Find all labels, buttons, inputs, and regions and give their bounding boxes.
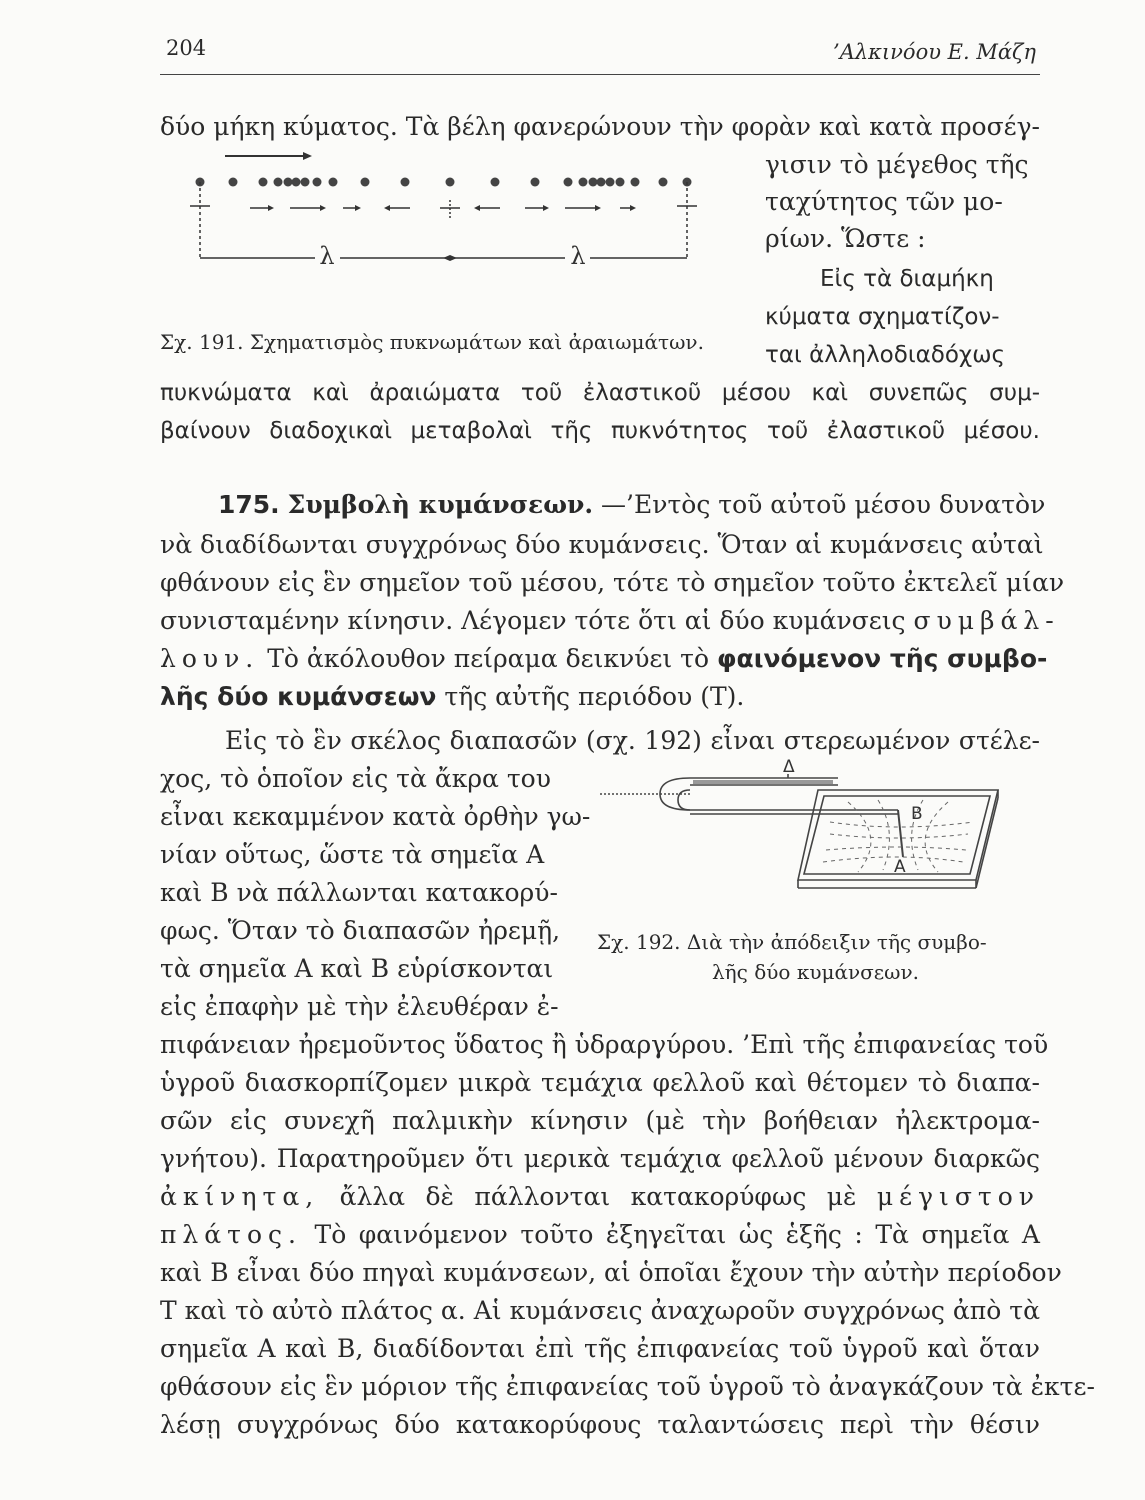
text-line: καὶ Β εἶναι δύο πηγαὶ κυμάνσεων, αἱ ὁποῖαι ἔχουν τὴν αὐτὴν περίοδον — [160, 1258, 1062, 1287]
text-line: ὑγροῦ διασκορπίζομεν μικρὰ τεμάχια φελλοῦ καὶ θέτομεν τὸ διαπα- — [160, 1068, 1040, 1097]
text-line: σημεῖα Α καὶ Β, διαδίδονται ἐπὶ τῆς ἐπιφανείας τοῦ ὑγροῦ καὶ ὅταν — [160, 1334, 1040, 1363]
text-line: λουν. Τὸ ἀκόλουθον πείραμα δεικνύει τὸ φαινόμενον τῆς συμβο- — [160, 644, 1048, 673]
text-line: δύο μήκη κύματος. Τὰ βέλη φανερώνουν τὴν φορὰν καὶ κατὰ προσέγ- — [160, 112, 1040, 141]
page-header — [160, 34, 1040, 75]
text-line: ἀκίνητα, ἄλλα δὲ πάλλονται κατακορύφως μὲ μέγιστον — [160, 1182, 1040, 1211]
text-line: τὰ σημεῖα Α καὶ Β εὑρίσκονται — [160, 954, 554, 983]
fig192-diagram — [598, 752, 1038, 912]
text-line: γισιν τὸ μέγεθος τῆς — [765, 150, 1029, 179]
text-line: σῶν εἰς συνεχῆ παλμικὴν κίνησιν (μὲ τὴν βοήθειαν ἠλεκτρομα- — [160, 1106, 1040, 1135]
page-number: 204 — [166, 36, 207, 60]
text-line: Τ καὶ τὸ αὐτὸ πλάτος α. Αἱ κυμάνσεις ἀναχωροῦν συγχρόνως ἀπὸ τὰ — [160, 1296, 1040, 1325]
text-line: γνήτου). Παρατηροῦμεν ὅτι μερικὰ τεμάχια φελλοῦ μένουν διαρκῶς — [160, 1144, 1040, 1173]
fig192-caption-line-2: λῆς δύο κυμάνσεων. — [712, 960, 919, 984]
text-line: πλάτος. Τὸ φαινόμενον τοῦτο ἐξηγεῖται ὡς ἑξῆς : Τὰ σημεῖα Α — [160, 1220, 1040, 1249]
text-line: λῆς δύο κυμάνσεων τῆς αὐτῆς περιόδου (Τ). — [160, 682, 745, 711]
text-line: συνισταμένην κίνησιν. Λέγομεν τότε ὅτι αἱ δύο κυμάνσεις συμβάλ- — [160, 606, 1060, 635]
text-line: πιφάνειαν ἠρεμοῦντος ὕδατος ἢ ὑδραργύρου. ’Επὶ τῆς ἐπιφανείας τοῦ — [160, 1030, 1049, 1059]
text-line: ρίων. Ὥστε : — [765, 224, 926, 253]
section-title: Συμβολὴ κυμάνσεων. — [287, 490, 594, 519]
text-line: νίαν οὕτως, ὥστε τὰ σημεῖα Α — [160, 840, 545, 869]
text-line: νὰ διαδίδωνται συγχρόνως δύο κυμάνσεις. Ὅταν αἱ κυμάνσεις αὐταὶ — [160, 530, 1044, 559]
fig191-caption: Σχ. 191. Σχηματισμὸς πυκνωμάτων καὶ ἀραιωμάτων. — [160, 330, 704, 354]
fig191-velocity-arrows — [190, 182, 697, 261]
section-number: 175. — [218, 490, 280, 519]
fig191-lambda-left: λ — [319, 242, 335, 270]
text-line: φθάνουν εἰς ἓν σημεῖον τοῦ μέσου, τότε τὸ σημεῖον τοῦτο ἐκτελεῖ μίαν — [160, 568, 1065, 597]
fig192-pointer — [898, 810, 903, 857]
fig192-fork-bend — [678, 790, 690, 810]
text-line: φως. Ὅταν τὸ διαπασῶν ἠρεμῇ, — [160, 916, 561, 945]
text-line: εἰς ἐπαφὴν μὲ τὴν ἐλευθέραν ἐ- — [160, 992, 559, 1021]
fig192-caption-line-1: Σχ. 192. Διὰ τὴν ἀπόδειξιν τῆς συμβο- — [597, 930, 987, 954]
text-line: ταχύτητος τῶν μο- — [765, 187, 1003, 216]
text-line: Εἰς τὸ ἓν σκέλος διαπασῶν (σχ. 192) εἶναι στερεωμένον στέλε- — [225, 726, 1040, 755]
text-line: εἶναι κεκαμμένον κατὰ ὀρθὴν γω- — [160, 802, 591, 831]
text-line: κύματα σχηματίζον- — [765, 304, 1000, 330]
section-heading-line: 175. Συμβολὴ κυμάνσεων. —’Εντὸς τοῦ αὐτοῦ μέσου δυνατὸν — [218, 490, 1046, 519]
text-line: χος, τὸ ὁποῖον εἰς τὰ ἄκρα του — [160, 764, 551, 793]
text-line: λέσῃ συγχρόνως δύο κατακορύφους ταλαντώσεις περὶ τὴν θέσιν — [160, 1410, 1040, 1439]
text-line: βαίνουν διαδοχικαὶ μεταβολαὶ τῆς πυκνότητος τοῦ ἐλαστικοῦ μέσου. — [160, 418, 1040, 444]
text-line: πυκνώματα καὶ ἀραιώματα τοῦ ἐλαστικοῦ μέσου καὶ συνεπῶς συμ- — [160, 380, 1040, 406]
text-line: καὶ Β νὰ πάλλωνται κατακορύ- — [160, 878, 558, 907]
fig192-label-d: Δ — [783, 757, 795, 777]
text-line: φθάσουν εἰς ἓν μόριον τῆς ἐπιφανείας τοῦ ὑγροῦ τὸ ἀναγκάζουν τὰ ἐκτε- — [160, 1372, 1095, 1401]
fig192-label-b: Β — [911, 804, 923, 824]
fig192-label-a: Α — [894, 857, 906, 877]
fig191-diagram — [175, 148, 720, 283]
fig191-particles — [196, 178, 692, 187]
fig191-lambda-right: λ — [570, 242, 586, 270]
text-line: ται ἀλληλοδιαδόχως — [765, 342, 1005, 368]
running-head: ’Αλκινόου Ε. Μάζη — [833, 40, 1036, 64]
text-line: Εἰς τὰ διαμήκη — [820, 266, 994, 292]
